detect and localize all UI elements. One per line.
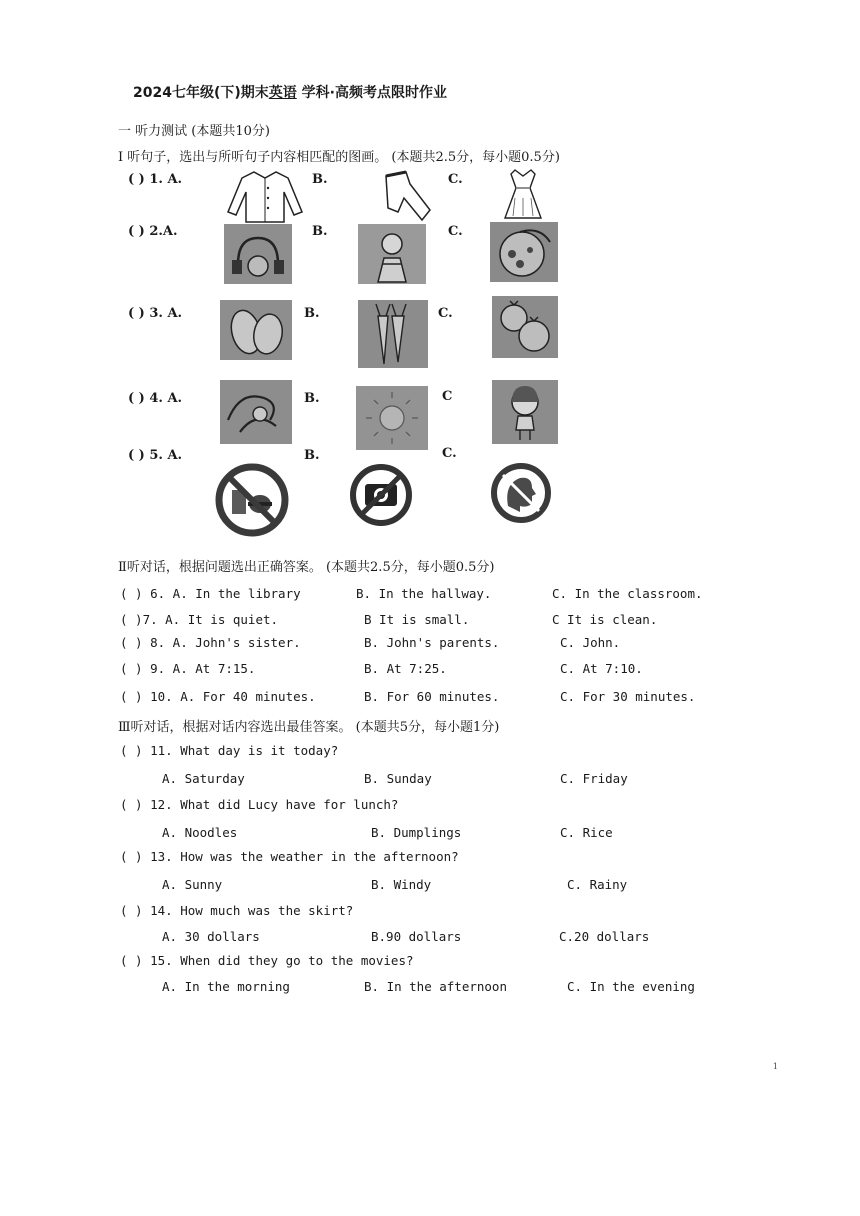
- page-number: 1: [772, 1062, 778, 1071]
- trousers-icon: [382, 170, 434, 226]
- q8-option-a: ( ) 8. A. John's sister.: [120, 635, 301, 650]
- title-subject: 英语: [268, 85, 297, 101]
- carrot-icon: [358, 300, 428, 368]
- q4-label: ( ) 4. A.: [128, 391, 183, 406]
- no-food-sign-icon: [214, 462, 290, 538]
- q15-option-b: B. In the afternoon: [364, 979, 507, 994]
- q3-option-c: C.: [438, 306, 453, 321]
- q13-option-c: C. Rainy: [567, 877, 628, 892]
- part1-heading: 一 听力测试 (本题共10分): [118, 124, 270, 139]
- girl-icon: [358, 224, 426, 284]
- sun-icon: [356, 386, 428, 450]
- section3-heading: Ⅲ听对话，根据对话内容选出最佳答案。 (本题共5分，每小题1分): [118, 720, 500, 735]
- q14-question: ( ) 14. How much was the skirt?: [120, 903, 354, 918]
- q6-option-c: C. In the classroom.: [552, 586, 703, 601]
- q7-option-a: ( )7. A. It is quiet.: [120, 612, 279, 627]
- q2-option-b: B.: [312, 224, 328, 239]
- q11-option-a: A. Saturday: [162, 771, 245, 786]
- q4-option-b: B.: [304, 391, 320, 406]
- dress-icon: [503, 168, 543, 220]
- q14-option-c: C.20 dollars: [559, 929, 650, 944]
- q6-option-b: B. In the hallway.: [356, 586, 492, 601]
- title-suffix: 学科·高频考点限时作业: [296, 85, 447, 101]
- q12-option-a: A. Noodles: [162, 825, 238, 840]
- q11-question: ( ) 11. What day is it today?: [120, 743, 339, 758]
- q15-option-a: A. In the morning: [162, 979, 290, 994]
- q8-option-c: C. John.: [560, 635, 621, 650]
- q2-option-c: C.: [448, 224, 463, 239]
- q8-option-b: B. John's parents.: [364, 635, 500, 650]
- q2-label: ( ) 2.A.: [128, 224, 178, 239]
- q7-option-c: C It is clean.: [552, 612, 658, 627]
- shirt-icon: [226, 168, 304, 224]
- wave-icon: [220, 380, 292, 444]
- q12-option-b: B. Dumplings: [371, 825, 462, 840]
- q13-question: ( ) 13. How was the weather in the afternoon?: [120, 849, 459, 864]
- page-title: [133, 82, 447, 102]
- q7-option-b: B It is small.: [364, 612, 470, 627]
- q13-option-a: A. Sunny: [162, 877, 223, 892]
- q15-question: ( ) 15. When did they go to the movies?: [120, 953, 414, 968]
- title-prefix: 2024七年级(下)期末: [133, 85, 269, 101]
- q12-question: ( ) 12. What did Lucy have for lunch?: [120, 797, 399, 812]
- q1-option-c: C.: [448, 172, 463, 187]
- section1-heading: Ⅰ 听句子，选出与所听句子内容相匹配的图画。 (本题共2.5分，每小题0.5分): [118, 150, 560, 165]
- no-talking-sign-icon: [490, 462, 552, 524]
- q12-option-c: C. Rice: [560, 825, 613, 840]
- q15-option-c: C. In the evening: [567, 979, 695, 994]
- q3-label: ( ) 3. A.: [128, 306, 183, 321]
- q14-option-a: A. 30 dollars: [162, 929, 260, 944]
- q4-option-c: C: [442, 389, 453, 404]
- tomato-icon: [492, 296, 558, 358]
- q10-option-a: ( ) 10. A. For 40 minutes.: [120, 689, 316, 704]
- q13-option-b: B. Windy: [371, 877, 432, 892]
- q3-option-b: B.: [304, 306, 320, 321]
- q1-option-b: B.: [312, 172, 328, 187]
- potato-icon: [220, 300, 292, 360]
- q1-label: ( ) 1. A.: [128, 172, 183, 187]
- section2-heading: Ⅱ听对话，根据问题选出正确答案。 (本题共2.5分，每小题0.5分): [118, 560, 495, 575]
- q5-option-b: B.: [304, 448, 320, 463]
- face-icon: [490, 222, 558, 282]
- headphones-icon: [224, 224, 292, 284]
- q9-option-a: ( ) 9. A. At 7:15.: [120, 661, 256, 676]
- girl-icon: [492, 380, 558, 444]
- q10-option-b: B. For 60 minutes.: [364, 689, 500, 704]
- q14-option-b: B.90 dollars: [371, 929, 462, 944]
- q9-option-b: B. At 7:25.: [364, 661, 447, 676]
- q11-option-c: C. Friday: [560, 771, 628, 786]
- q9-option-c: C. At 7:10.: [560, 661, 643, 676]
- q5-label: ( ) 5. A.: [128, 448, 183, 463]
- q10-option-c: C. For 30 minutes.: [560, 689, 696, 704]
- no-camera-sign-icon: [348, 462, 414, 528]
- q5-option-c: C.: [442, 446, 457, 461]
- q11-option-b: B. Sunday: [364, 771, 432, 786]
- q6-option-a: ( ) 6. A. In the library: [120, 586, 301, 601]
